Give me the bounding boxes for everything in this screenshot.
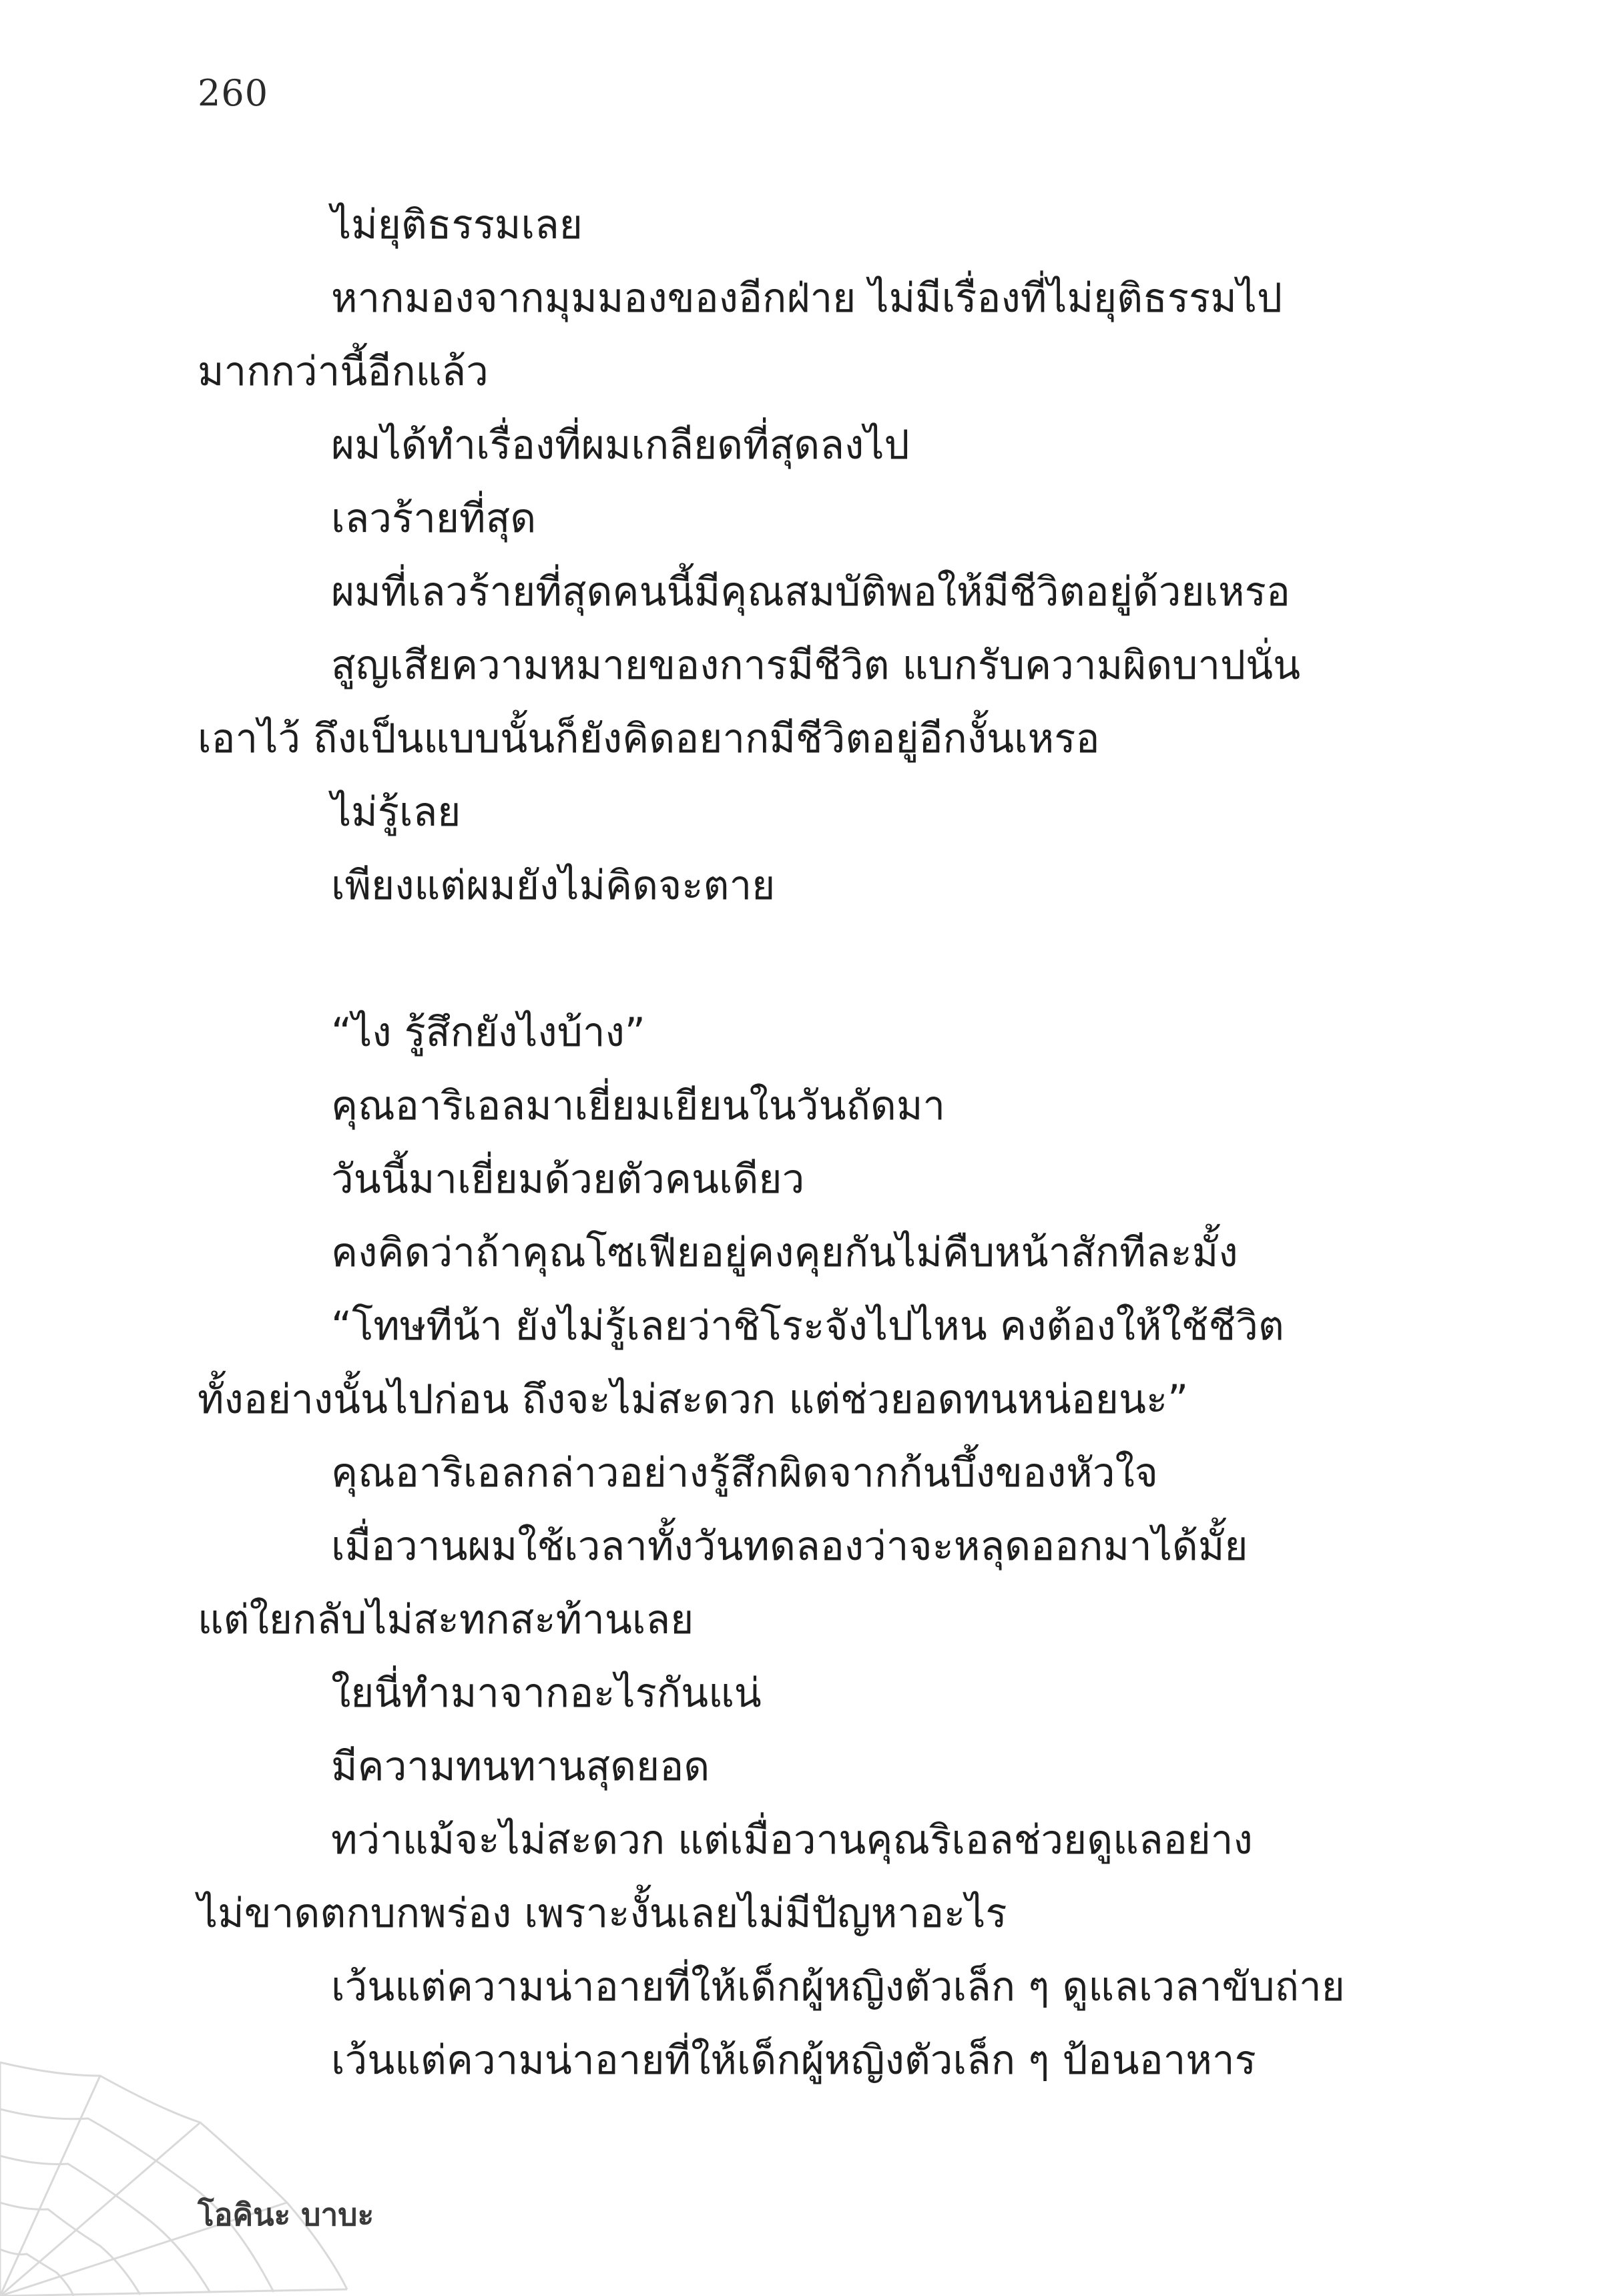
text-line: ไม่รู้เลย — [331, 789, 461, 836]
text-line: “โทษทีน้า ยังไม่รู้เลยว่าชิโระจังไปไหน คงต้องให้ใช้ชีวิต — [331, 1303, 1284, 1350]
text-line: คุณอาริเอลกล่าวอย่างรู้สึกผิดจากก้นบึ้งของหัวใจ — [331, 1450, 1158, 1496]
text-line: หากมองจากมุมมองของอีกฝ่าย ไม่มีเรื่องที่ไม่ยุติธรรมไป — [331, 275, 1283, 322]
text-line: ไม่ยุติธรรมเลย — [331, 202, 583, 248]
footer-author-name: โอคินะ บาบะ — [198, 2197, 374, 2233]
cobweb-decoration — [0, 2036, 374, 2296]
text-line: เว้นแต่ความน่าอายที่ให้เด็กผู้หญิงตัวเล็ก ๆ ป้อนอาหาร — [331, 2037, 1256, 2084]
text-line: มีความทนทานสุดยอด — [331, 1743, 710, 1790]
text-line: ไม่ขาดตกบกพร่อง เพราะงั้นเลยไม่มีปัญหาอะไร — [198, 1890, 1007, 1937]
text-line: เมื่อวานผมใช้เวลาทั้งวันทดลองว่าจะหลุดออกมาได้มั้ย — [331, 1523, 1248, 1570]
text-line: สูญเสียความหมายของการมีชีวิต แบกรับความผิดบาปนั่น — [331, 642, 1301, 689]
body-text — [198, 188, 1410, 2097]
text-line: ผมที่เลวร้ายที่สุดคนนี้มีคุณสมบัติพอให้มีชีวิตอยู่ด้วยเหรอ — [331, 569, 1290, 615]
text-line: แต่ใยกลับไม่สะทกสะท้านเลย — [198, 1597, 694, 1643]
text-line: วันนี้มาเยี่ยมด้วยตัวคนเดียว — [331, 1156, 805, 1203]
text-line: ทว่าแม้จะไม่สะดวก แต่เมื่อวานคุณริเอลช่วยดูแลอย่าง — [331, 1817, 1253, 1863]
blank-line — [198, 922, 1410, 996]
text-line: เลวร้ายที่สุด — [331, 495, 537, 542]
text-line: คุณอาริเอลมาเยี่ยมเยียนในวันถัดมา — [331, 1083, 946, 1129]
text-line: เอาไว้ ถึงเป็นแบบนั้นก็ยังคิดอยากมีชีวิตอยู่อีกงั้นเหรอ — [198, 715, 1100, 762]
text-line: เว้นแต่ความน่าอายที่ให้เด็กผู้หญิงตัวเล็ก ๆ ดูแลเวลาขับถ่าย — [331, 1964, 1345, 2010]
text-line: คงคิดว่าถ้าคุณโซเฟียอยู่คงคุยกันไม่คืบหน้าสักทีละมั้ง — [331, 1229, 1238, 1276]
text-line: มากกว่านี้อีกแล้ว — [198, 348, 489, 395]
text-line: ทั้งอย่างนั้นไปก่อน ถึงจะไม่สะดวก แต่ช่วยอดทนหน่อยนะ” — [198, 1376, 1189, 1423]
text-line: ใยนี่ทำมาจากอะไรกันแน่ — [331, 1670, 762, 1717]
text-line: “ไง รู้สึกยังไงบ้าง” — [331, 1009, 645, 1056]
text-line: ผมได้ทำเรื่องที่ผมเกลียดที่สุดลงไป — [331, 422, 910, 469]
page-number: 260 — [198, 72, 269, 114]
text-line: เพียงแต่ผมยังไม่คิดจะตาย — [331, 862, 776, 909]
